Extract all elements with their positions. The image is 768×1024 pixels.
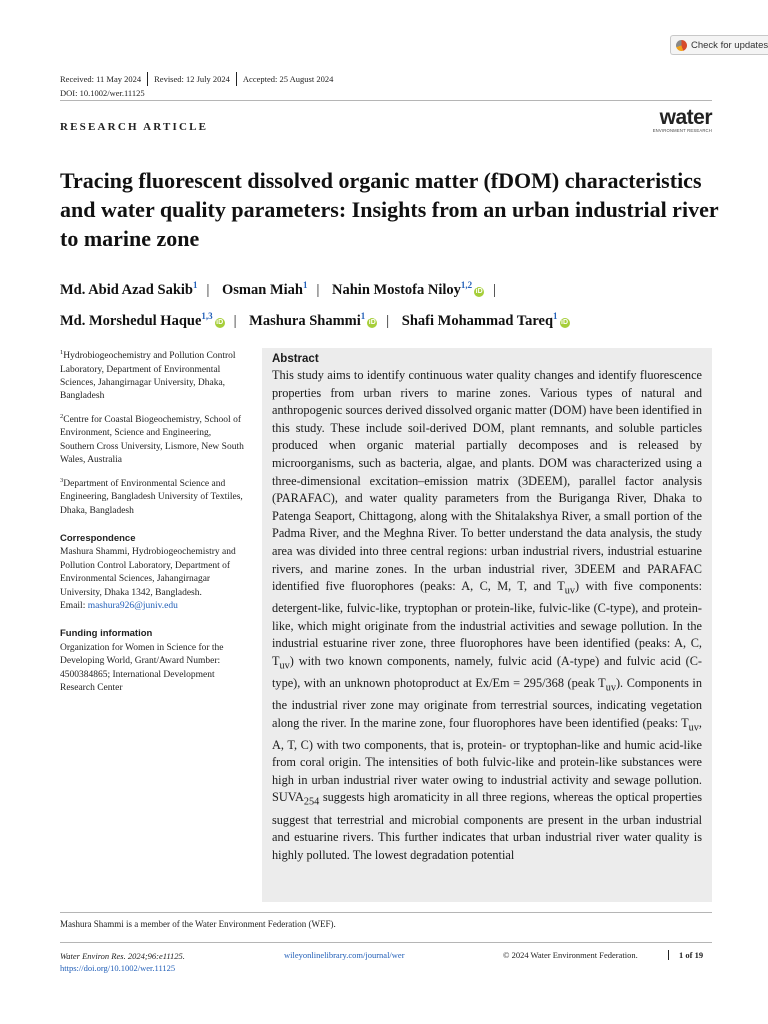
author[interactable]: Md. Abid Azad Sakib$^1$	[60, 280, 198, 298]
correspondence-heading: Correspondence	[60, 532, 136, 544]
page-number: 1 of 19	[668, 950, 703, 960]
journal-ref: Water Environ Res. 2024;96:e11125.	[60, 951, 185, 961]
article-dates	[60, 72, 333, 86]
orcid-icon[interactable]: iD	[475, 287, 483, 295]
orcid-icon[interactable]: iD	[216, 318, 224, 326]
revised-date: Revised: 12 July 2024	[154, 74, 230, 84]
journal-site-link[interactable]: wileyonlinelibrary.com/journal/wer	[284, 950, 405, 960]
author[interactable]: Nahin Mostofa Niloy$^{1,2}$	[332, 280, 473, 298]
doi-link[interactable]: https://doi.org/10.1002/wer.11125	[60, 963, 176, 973]
author[interactable]: Md. Morshedul Haque$^{1,3}$	[60, 310, 213, 329]
journal-citation	[60, 950, 185, 974]
orcid-icon[interactable]: iD	[561, 318, 569, 326]
received-date: Received: 11 May 2024	[60, 74, 142, 84]
crossmark-icon	[676, 40, 687, 51]
doi-header: DOI: 10.1002/wer.11125	[60, 88, 145, 98]
author[interactable]: Mashura Shammi$^1$	[249, 310, 366, 329]
article-type: RESEARCH ARTICLE	[60, 121, 209, 133]
logo-wordmark: water	[659, 106, 712, 129]
check-for-updates-button[interactable]	[670, 35, 768, 55]
divider	[147, 72, 148, 86]
funding-heading: Funding information	[60, 628, 153, 640]
abstract-heading: Abstract	[272, 353, 319, 365]
orcid-icon[interactable]: iD	[368, 318, 376, 326]
journal-logo	[636, 108, 712, 133]
author[interactable]: Osman Miah$^1$	[222, 280, 308, 298]
footer-rule	[60, 942, 712, 943]
abstract-text: This study aims to identify continuous water quality changes and identify fluorescence properties from urban rivers to marine zones. Various types of natural and anthropogenic sources derived dissolved organic matter (DOM) have been identified in this study. These include soil-derived DOM, plant remnants, and soluble particles produced when organic material partially decomposes and is released by microorganisms, such as bacteria, algae, and plants. DOM was characterized using a three-dimensional excitation–emission matrix (3DEEM), parallel factor analysis (PARAFAC), and water quality parameters from the Buriganga River, Dhaka to Patenga Seaport, Chittagong, along with the Shitalakshya River, a small portion of the Padma River, and the Meghna River. To better understand the data analysis, the study area was divided into three central regions: urban industrial rivers, industrial estuarine rivers, and marine zones. In the urban industrial river, 3DEEM and PARAFAC identified five fluorophores (peaks: A, C, M, T, and $T_{uv}$) with five components: detergent-like, fulvic-like, tryptophan or protein-like, fulvic-like (C-type), and protein-like, which might originate from the industrial activities and sewage pollution. In the industrial estuarine river zone, three fluorophores have been identified (peaks: A, C, $T_{uv}$) with two known components, namely, fulvic acid (A-type) and fulvic acid (C-type), with an unknown photoproduct at Ex/Em = 295/368 (peak $T_{uv}$). Components in the industrial river zone may originate from terrestrial sources, indicating vegetation along the river. In the marine zone, four fluorophores have been identified (peaks: $T_{uv}$, A, T, C) with two components, that is, protein- or tryptophan-like and humic acid-like from coral origin. The intensities of both fulvic-like and protein-like substances were high in urban industrial river water owing to industrial activity and sewage pollution. $SUVA_{254}$ suggests high aromaticity in all three regions, whereas the optical properties suggest that terrestrial and microbial components are present in the urban industrial and estuarine rivers. This further indicates that urban industrial river water quality is highly polluted. The lowest degradation potential	[272, 368, 702, 862]
affiliation: $^2$Centre for Coastal Biogeochemistry, School of Environment, Science and Engineering, Southern Cross University, Lismore, New South Wales, Australia	[60, 412, 244, 466]
header-rule	[60, 100, 712, 101]
author[interactable]: Shafi Mohammad Tareq$^1$	[401, 310, 558, 329]
affiliation: $^3$Department of Environmental Science and Engineering, Bangladesh University of Textiles, Dhaka, Bangladesh	[60, 476, 243, 516]
check-for-updates-label: Check for updates	[691, 39, 768, 51]
footnote-rule	[60, 912, 712, 913]
email-link[interactable]: mashura926@juniv.edu	[87, 600, 178, 611]
author-list: Md. Abid Azad Sakib$^1$ | Osman Miah$^1$ | Nahin Mostofa Niloy$^{1,2}$iD | Md. Morshedul Haque$^{1,3}$iD | Mashura Shammi$^1$iD | Shafi Mohammad Tareq$^1$iD	[60, 280, 569, 329]
divider	[236, 72, 237, 86]
funding-text: Organization for Women in Science for the Developing World, Grant/Award Number: 4500384865; International Development Research Center	[60, 642, 224, 693]
affiliations-column	[60, 346, 245, 695]
correspondence-text: Mashura Shammi, Hydrobiogeochemistry and Pollution Control Laboratory, Department of Environmental Sciences, Jahangirnagar University, Dhaka 1342, Bangladesh.	[60, 547, 236, 598]
footnote: Mashura Shammi is a member of the Water Environment Federation (WEF).	[60, 919, 336, 929]
affiliation: $^1$Hydrobiogeochemistry and Pollution Control Laboratory, Department of Environmental Sciences, Jahangirnagar University, Dhaka, Bangladesh	[60, 349, 236, 402]
logo-subtitle: ENVIRONMENT RESEARCH	[652, 128, 712, 133]
accepted-date: Accepted: 25 August 2024	[242, 74, 334, 84]
abstract-box	[262, 348, 712, 902]
journal-site	[284, 950, 405, 960]
copyright: © 2024 Water Environment Federation.	[503, 950, 638, 960]
article-title: Tracing fluorescent dissolved organic matter (fDOM) characteristics and water quality parameters: Insights from an urban industrial river to marine zone	[60, 168, 719, 251]
correspondence-email: Email: mashura926@juniv.edu	[60, 600, 178, 611]
